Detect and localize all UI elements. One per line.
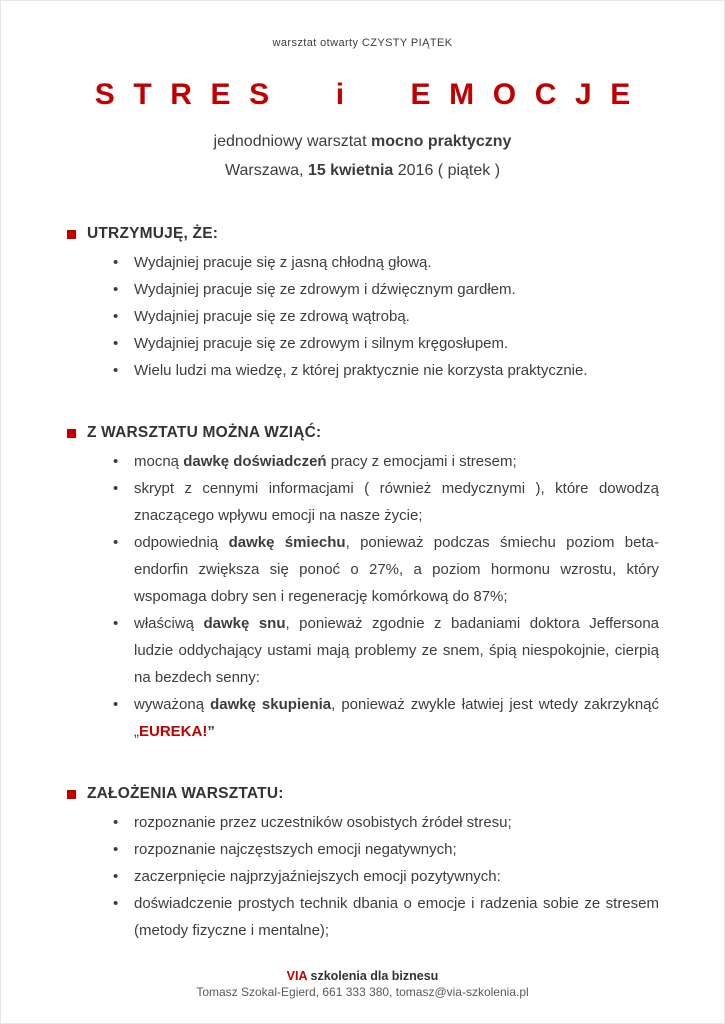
bullet-list	[67, 249, 659, 384]
text-segment: mocną	[134, 453, 184, 470]
bullet-item	[109, 610, 659, 691]
bullet-list	[67, 809, 659, 944]
text-segment: szkolenia dla biznesu	[307, 969, 439, 983]
footer	[1, 969, 724, 999]
text-segment: właściwą	[134, 615, 204, 632]
red-square-icon	[67, 790, 76, 799]
text-segment: jednodniowy warsztat	[213, 133, 371, 150]
bullet-item	[109, 890, 659, 944]
text-segment: , ponieważ zgodnie z badaniami doktora Jeffersona ludzie oddychający ustami mają problemy ze snem, śpią niespokojnie, cierpią na bezdech senny:	[134, 615, 659, 686]
text-segment: , ponieważ zwykle łatwiej jest wtedy zakrzyknąć „	[134, 696, 660, 740]
section-heading-row	[67, 785, 659, 803]
text-segment: Wydajniej pracuje się ze zdrowym i dźwięcznym gardłem.	[134, 281, 516, 298]
section-heading: ZAŁOŻENIA WARSZTATU:	[87, 785, 284, 802]
page-title: STRES i EMOCJE	[94, 78, 649, 111]
text-segment: dawkę śmiechu	[228, 534, 346, 551]
bullet-item	[109, 529, 659, 610]
bullet-item	[109, 303, 659, 330]
bullet-item	[109, 357, 659, 384]
text-segment: VIA	[286, 969, 308, 983]
subtitle-line-2	[1, 156, 724, 185]
red-square-icon	[67, 230, 76, 239]
section-heading: UTRZYMUJĘ, ŻE:	[87, 225, 219, 242]
red-square-icon	[67, 429, 76, 438]
text-segment: zaczerpnięcie najprzyjaźniejszych emocji pozytywnych:	[134, 868, 501, 885]
text-segment: skrypt z cennymi informacjami ( również medycznymi ), które dowodzą znaczącego wpływu emocji na nasze życie;	[134, 480, 659, 524]
text-segment: rozpoznanie najczęstszych emocji negatywnych;	[134, 841, 457, 858]
footer-contact-line: Tomasz Szokal-Egierd, 661 333 380, tomasz@via-szkolenia.pl	[196, 985, 529, 999]
footer-brand-line	[1, 969, 724, 983]
bullet-list	[67, 448, 659, 745]
bullet-item	[109, 448, 659, 475]
text-segment: Wydajniej pracuje się z jasną chłodną głową.	[134, 254, 432, 271]
text-segment: EUREKA!	[139, 723, 208, 740]
text-segment: odpowiednią	[134, 534, 229, 551]
section	[67, 785, 659, 944]
text-segment: dawkę snu	[203, 615, 286, 632]
text-segment: mocno praktyczny	[370, 133, 512, 150]
text-segment: pracy z emocjami i stresem;	[326, 453, 517, 470]
subtitle-line-1	[1, 127, 724, 156]
text-segment: doświadczenie prostych technik dbania o emocje i radzenia sobie ze stresem (metody fizyczne i mentalne);	[134, 895, 659, 939]
bullet-item	[109, 330, 659, 357]
text-segment: Wydajniej pracuje się ze zdrową wątrobą.	[134, 308, 410, 325]
text-segment: dawkę skupienia	[210, 696, 332, 713]
text-segment: Wydajniej pracuje się ze zdrowym i silnym kręgosłupem.	[134, 335, 509, 352]
bullet-item	[109, 836, 659, 863]
section	[67, 225, 659, 384]
bullet-item	[109, 863, 659, 890]
text-segment: ”	[207, 723, 215, 740]
text-segment: , ponieważ podczas śmiechu poziom beta-endorfin zwiększa się ponoć o 27%, a poziom hormonu wzrostu, który wspomaga dobry sen i regenerację komórkową do 87%;	[134, 534, 659, 605]
text-segment: 2016 ( piątek )	[393, 162, 501, 179]
bullet-item	[109, 809, 659, 836]
section-heading-row	[67, 225, 659, 243]
section-heading: Z WARSZTATU MOŻNA WZIĄĆ:	[87, 424, 322, 441]
text-segment: rozpoznanie przez uczestników osobistych źródeł stresu;	[134, 814, 512, 831]
sections-container	[67, 225, 659, 944]
bullet-item	[109, 475, 659, 529]
bullet-item	[109, 276, 659, 303]
text-segment: Warszawa,	[224, 162, 308, 179]
text-segment: 15 kwietnia	[307, 162, 394, 179]
section	[67, 424, 659, 745]
header-note: warsztat otwarty CZYSTY PIĄTEK	[272, 37, 453, 49]
text-segment: wyważoną	[134, 696, 211, 713]
text-segment: dawkę doświadczeń	[183, 453, 327, 470]
section-heading-row	[67, 424, 659, 442]
bullet-item	[109, 249, 659, 276]
bullet-item	[109, 691, 659, 745]
text-segment: Wielu ludzi ma wiedzę, z której praktycznie nie korzysta praktycznie.	[134, 362, 588, 379]
